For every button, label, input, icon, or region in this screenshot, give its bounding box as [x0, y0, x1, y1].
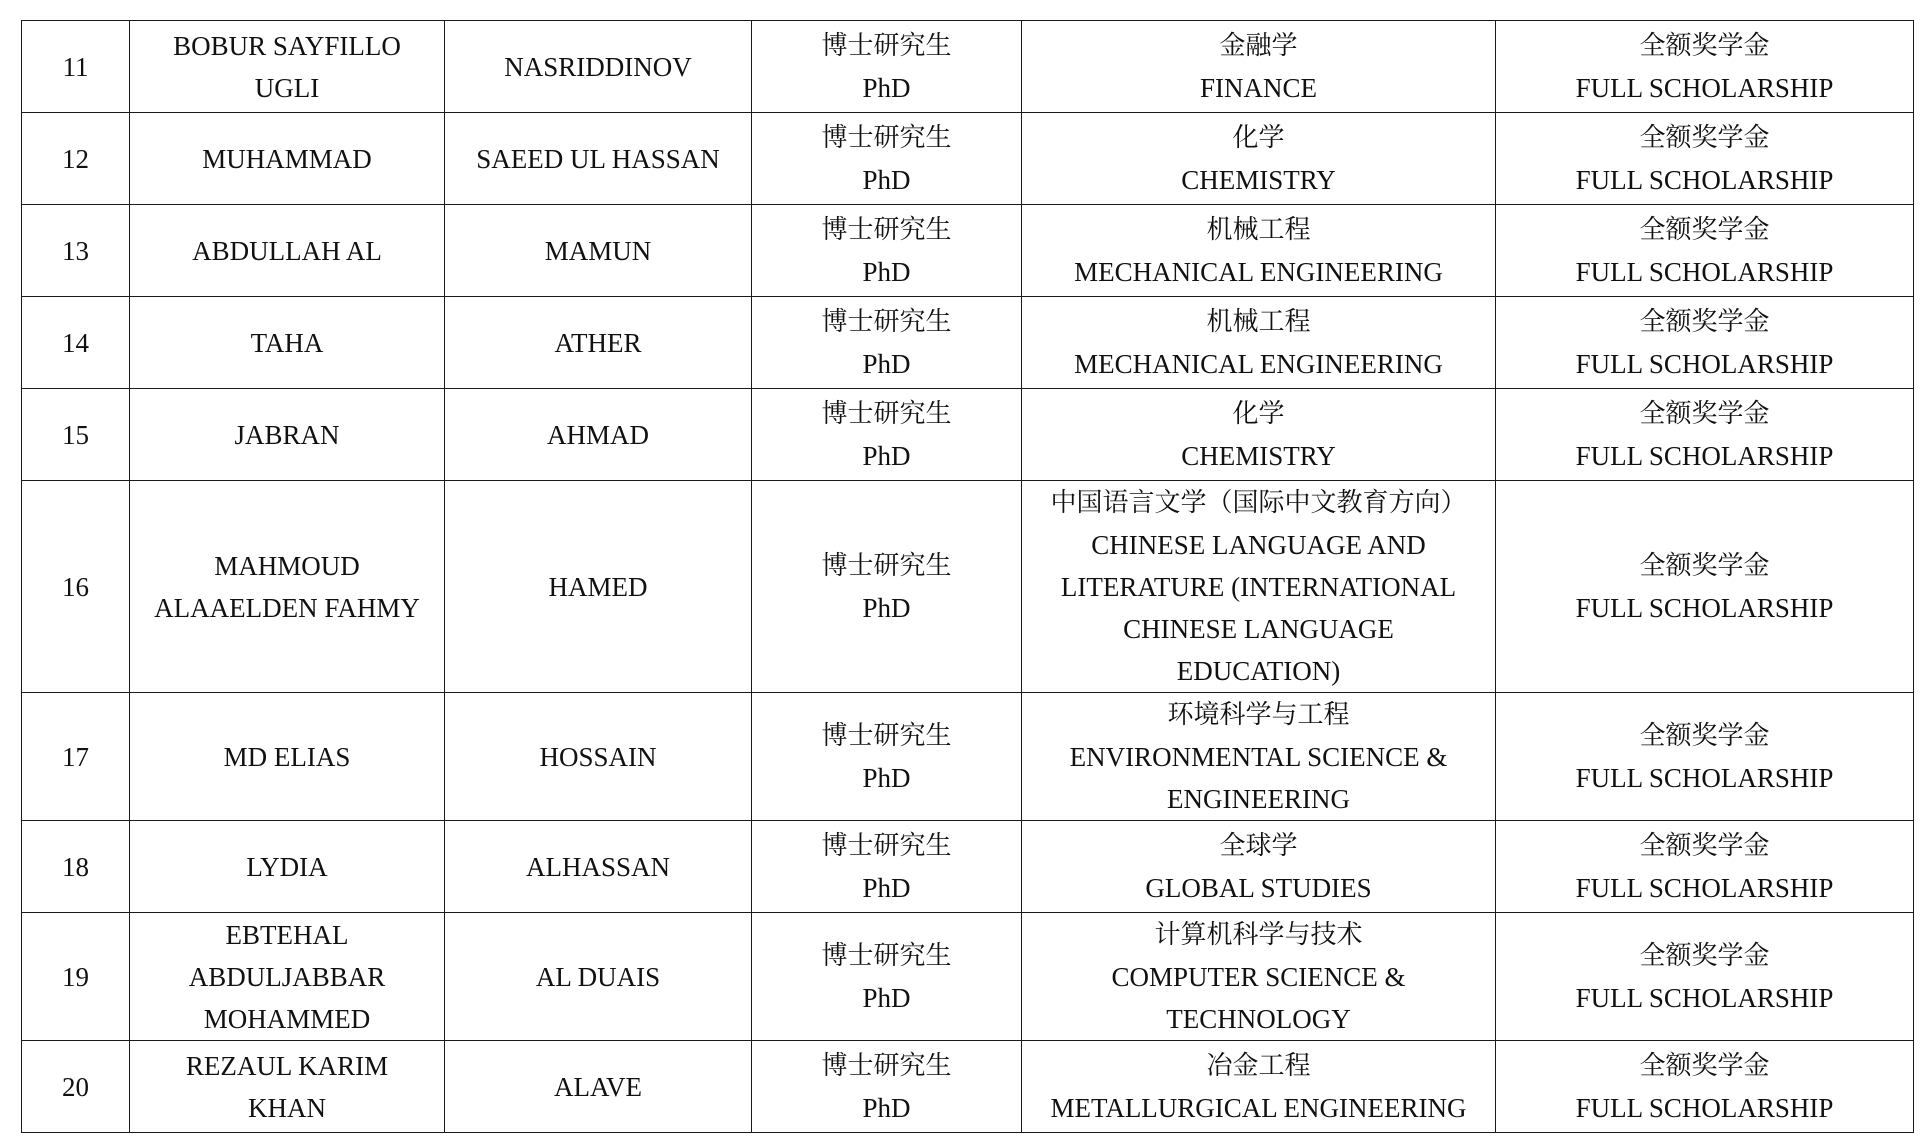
award-cell — [1496, 913, 1914, 1041]
row-number-cell — [22, 113, 130, 205]
award-en: FULL SCHOLARSHIP — [1575, 164, 1834, 195]
degree-cell — [752, 693, 1022, 821]
award-cell — [1496, 113, 1914, 205]
surname-cell — [445, 821, 752, 913]
major-en-line: METALLURGICAL ENGINEERING — [1050, 1092, 1467, 1123]
table-row — [22, 21, 1914, 113]
major-en-line: ENVIRONMENTAL SCIENCE & — [1069, 741, 1448, 772]
award-zh: 全额奖学金 — [1639, 398, 1770, 429]
award-cell — [1496, 821, 1914, 913]
degree-en: PhD — [862, 440, 911, 471]
degree-cell — [752, 113, 1022, 205]
major-en-line: CHEMISTRY — [1181, 164, 1336, 195]
award-zh: 全额奖学金 — [1639, 306, 1770, 337]
surname-line: ALAVE — [553, 1071, 642, 1102]
row-number-cell — [22, 297, 130, 389]
given-name-line: ABDULJABBAR — [188, 961, 386, 992]
surname-cell — [445, 1041, 752, 1133]
given-name-cell — [130, 389, 445, 481]
degree-cell — [752, 389, 1022, 481]
award-zh: 全额奖学金 — [1639, 830, 1770, 861]
given-name-line: ALAAELDEN FAHMY — [154, 592, 420, 623]
row-number: 17 — [62, 741, 89, 772]
degree-zh: 博士研究生 — [821, 940, 952, 971]
row-number: 20 — [62, 1071, 89, 1102]
degree-en: PhD — [862, 762, 911, 793]
major-en-line: MECHANICAL ENGINEERING — [1074, 256, 1443, 287]
degree-en: PhD — [862, 872, 911, 903]
major-cell — [1022, 821, 1496, 913]
surname-line: NASRIDDINOV — [504, 51, 692, 82]
row-number: 15 — [62, 419, 89, 450]
degree-zh: 博士研究生 — [821, 214, 952, 245]
major-zh: 全球学 — [1219, 830, 1298, 861]
award-en: FULL SCHOLARSHIP — [1575, 256, 1834, 287]
table-row — [22, 205, 1914, 297]
given-name-line: BOBUR SAYFILLO — [173, 30, 401, 61]
row-number: 12 — [62, 143, 89, 174]
surname-line: ALHASSAN — [525, 851, 671, 882]
degree-cell — [752, 297, 1022, 389]
surname-line: AL DUAIS — [535, 961, 661, 992]
given-name-cell — [130, 693, 445, 821]
table-row — [22, 113, 1914, 205]
degree-cell — [752, 21, 1022, 113]
major-en-line: CHINESE LANGUAGE — [1123, 613, 1394, 644]
surname-line: MAMUN — [544, 235, 652, 266]
given-name-cell — [130, 1041, 445, 1133]
award-cell — [1496, 297, 1914, 389]
row-number: 14 — [62, 327, 89, 358]
row-number: 19 — [62, 961, 89, 992]
given-name-cell — [130, 821, 445, 913]
table-row — [22, 389, 1914, 481]
major-cell — [1022, 913, 1496, 1041]
row-number-cell — [22, 693, 130, 821]
award-zh: 全额奖学金 — [1639, 1050, 1770, 1081]
degree-zh: 博士研究生 — [821, 830, 952, 861]
row-number-cell — [22, 913, 130, 1041]
degree-en: PhD — [862, 592, 911, 623]
table-body — [22, 21, 1914, 1133]
row-number-cell — [22, 1041, 130, 1133]
given-name-line: TAHA — [250, 327, 324, 358]
table-row — [22, 913, 1914, 1041]
major-en-line: EDUCATION) — [1176, 655, 1341, 686]
table-row — [22, 821, 1914, 913]
given-name-cell — [130, 481, 445, 693]
degree-en: PhD — [862, 348, 911, 379]
given-name-line: MD ELIAS — [223, 741, 351, 772]
given-name-line: LYDIA — [246, 851, 328, 882]
major-en-line: FINANCE — [1199, 72, 1317, 103]
given-name-line: MUHAMMAD — [202, 143, 372, 174]
major-en-line: TECHNOLOGY — [1166, 1003, 1351, 1034]
table-row — [22, 297, 1914, 389]
given-name-cell — [130, 297, 445, 389]
major-zh: 化学 — [1232, 398, 1285, 429]
major-zh: 化学 — [1232, 122, 1285, 153]
surname-line: HOSSAIN — [539, 741, 657, 772]
row-number-cell — [22, 821, 130, 913]
award-cell — [1496, 21, 1914, 113]
award-en: FULL SCHOLARSHIP — [1575, 72, 1834, 103]
degree-zh: 博士研究生 — [821, 30, 952, 61]
award-en: FULL SCHOLARSHIP — [1575, 1092, 1834, 1123]
degree-zh: 博士研究生 — [821, 398, 952, 429]
major-zh: 中国语言文学（国际中文教育方向） — [1050, 487, 1467, 518]
table-row — [22, 481, 1914, 693]
award-zh: 全额奖学金 — [1639, 720, 1770, 751]
degree-cell — [752, 1041, 1022, 1133]
table-row — [22, 1041, 1914, 1133]
given-name-line: ABDULLAH AL — [192, 235, 382, 266]
degree-en: PhD — [862, 1092, 911, 1123]
surname-line: HAMED — [548, 571, 648, 602]
major-en-line: ENGINEERING — [1167, 783, 1350, 814]
degree-cell — [752, 821, 1022, 913]
given-name-line: REZAUL KARIM — [185, 1050, 389, 1081]
surname-line: AHMAD — [546, 419, 649, 450]
row-number-cell — [22, 21, 130, 113]
major-en-line: GLOBAL STUDIES — [1145, 872, 1372, 903]
award-en: FULL SCHOLARSHIP — [1575, 872, 1834, 903]
given-name-line: MAHMOUD — [214, 550, 360, 581]
row-number-cell — [22, 389, 130, 481]
degree-cell — [752, 481, 1022, 693]
surname-cell — [445, 481, 752, 693]
award-cell — [1496, 481, 1914, 693]
award-cell — [1496, 1041, 1914, 1133]
major-cell — [1022, 389, 1496, 481]
major-cell — [1022, 21, 1496, 113]
major-en-line: COMPUTER SCIENCE & — [1111, 961, 1406, 992]
award-en: FULL SCHOLARSHIP — [1575, 348, 1834, 379]
major-cell — [1022, 297, 1496, 389]
surname-line: SAEED UL HASSAN — [476, 143, 720, 174]
given-name-line: JABRAN — [234, 419, 340, 450]
major-cell — [1022, 113, 1496, 205]
row-number: 16 — [62, 571, 89, 602]
table-row — [22, 693, 1914, 821]
given-name-cell — [130, 205, 445, 297]
degree-en: PhD — [862, 164, 911, 195]
row-number-cell — [22, 481, 130, 693]
surname-cell — [445, 389, 752, 481]
row-number: 13 — [62, 235, 89, 266]
surname-cell — [445, 913, 752, 1041]
given-name-line: EBTEHAL — [225, 919, 349, 950]
given-name-line: MOHAMMED — [203, 1003, 371, 1034]
degree-en: PhD — [862, 982, 911, 1013]
award-en: FULL SCHOLARSHIP — [1575, 440, 1834, 471]
degree-zh: 博士研究生 — [821, 306, 952, 337]
major-en-line: CHINESE LANGUAGE AND — [1091, 529, 1426, 560]
major-zh: 计算机科学与技术 — [1154, 919, 1363, 950]
major-zh: 金融学 — [1219, 30, 1298, 61]
award-zh: 全额奖学金 — [1639, 214, 1770, 245]
major-zh: 机械工程 — [1206, 214, 1311, 245]
major-cell — [1022, 1041, 1496, 1133]
award-zh: 全额奖学金 — [1639, 550, 1770, 581]
surname-cell — [445, 113, 752, 205]
award-cell — [1496, 389, 1914, 481]
degree-cell — [752, 205, 1022, 297]
award-en: FULL SCHOLARSHIP — [1575, 762, 1834, 793]
award-zh: 全额奖学金 — [1639, 30, 1770, 61]
degree-en: PhD — [862, 256, 911, 287]
major-en-line: MECHANICAL ENGINEERING — [1074, 348, 1443, 379]
surname-cell — [445, 21, 752, 113]
award-en: FULL SCHOLARSHIP — [1575, 982, 1834, 1013]
degree-en: PhD — [862, 72, 911, 103]
award-cell — [1496, 693, 1914, 821]
degree-zh: 博士研究生 — [821, 1050, 952, 1081]
degree-zh: 博士研究生 — [821, 720, 952, 751]
surname-cell — [445, 693, 752, 821]
major-zh: 环境科学与工程 — [1167, 699, 1350, 730]
major-cell — [1022, 693, 1496, 821]
major-zh: 冶金工程 — [1206, 1050, 1311, 1081]
major-cell — [1022, 205, 1496, 297]
scholarship-table — [21, 20, 1914, 1133]
surname-line: ATHER — [554, 327, 642, 358]
given-name-line: UGLI — [254, 72, 320, 103]
given-name-line: KHAN — [248, 1092, 326, 1123]
degree-cell — [752, 913, 1022, 1041]
row-number: 11 — [62, 51, 89, 82]
given-name-cell — [130, 21, 445, 113]
row-number-cell — [22, 205, 130, 297]
award-zh: 全额奖学金 — [1639, 940, 1770, 971]
surname-cell — [445, 205, 752, 297]
degree-zh: 博士研究生 — [821, 550, 952, 581]
row-number: 18 — [62, 851, 89, 882]
award-zh: 全额奖学金 — [1639, 122, 1770, 153]
given-name-cell — [130, 113, 445, 205]
surname-cell — [445, 297, 752, 389]
award-cell — [1496, 205, 1914, 297]
major-en-line: CHEMISTRY — [1181, 440, 1336, 471]
given-name-cell — [130, 913, 445, 1041]
major-zh: 机械工程 — [1206, 306, 1311, 337]
major-en-line: LITERATURE (INTERNATIONAL — [1060, 571, 1457, 602]
degree-zh: 博士研究生 — [821, 122, 952, 153]
award-en: FULL SCHOLARSHIP — [1575, 592, 1834, 623]
major-cell — [1022, 481, 1496, 693]
